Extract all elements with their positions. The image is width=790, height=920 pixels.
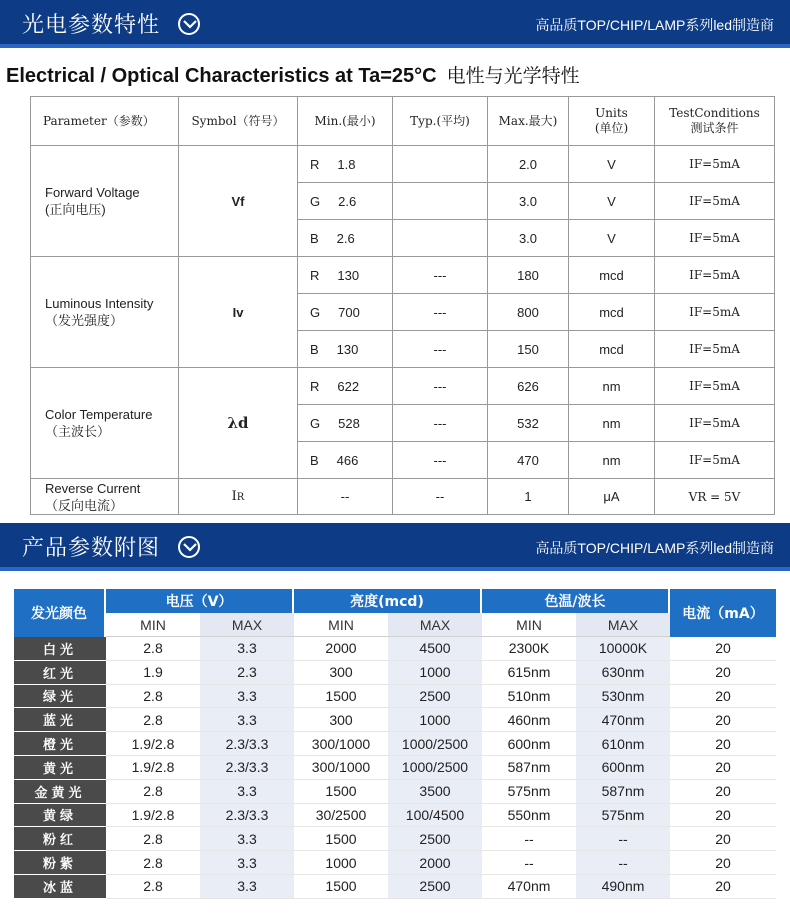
- symbol-cell: λd: [179, 368, 298, 479]
- color-code: R: [310, 378, 320, 394]
- min-value: 1.8: [337, 156, 356, 172]
- typ-cell: ---: [393, 405, 488, 442]
- unit-cell: V: [569, 183, 655, 220]
- wavelength-max-cell: 630nm: [576, 661, 670, 685]
- max-cell: 180: [488, 257, 569, 294]
- color-name-cell: 橙光: [14, 732, 106, 756]
- brightness-min-cell: 1500: [294, 875, 388, 899]
- header-units-en: Units: [595, 106, 628, 120]
- header-voltage-max: MAX: [200, 613, 294, 637]
- condition-cell: IF=5mA: [655, 405, 775, 442]
- wavelength-min-cell: --: [482, 851, 576, 875]
- banner-subtitle: 高品质TOP/CHIP/LAMP系列led制造商: [535, 540, 774, 556]
- header-cond-cn: 测试条件: [690, 121, 739, 135]
- max-cell: 2.0: [488, 146, 569, 183]
- header-cond-en: TestConditions: [669, 106, 760, 120]
- header-color: 发光颜色: [14, 589, 106, 637]
- color-code: G: [310, 193, 321, 209]
- heading-cn: 电性与光学特性: [446, 65, 580, 87]
- voltage-max-cell: 2.3/3.3: [200, 756, 294, 780]
- table-row: [14, 685, 776, 709]
- table-row: [14, 661, 776, 685]
- color-name-cell: 粉紫: [14, 851, 106, 875]
- param-cn: （发光强度）: [45, 313, 124, 328]
- characteristics-table: [30, 96, 775, 515]
- typ-cell: --: [393, 479, 488, 515]
- condition-cell: IF=5mA: [655, 146, 775, 183]
- section-banner-product: [0, 523, 790, 571]
- header-parameter: Parameter（参数）: [31, 97, 179, 146]
- current-cell: 20: [670, 685, 776, 709]
- max-cell: 800: [488, 294, 569, 331]
- wavelength-max-cell: 490nm: [576, 875, 670, 899]
- color-code: R: [310, 156, 320, 172]
- header-min: Min.(最小): [298, 97, 393, 146]
- voltage-max-cell: 3.3: [200, 851, 294, 875]
- table-row: [14, 637, 776, 661]
- param-cn: (正向电压): [45, 202, 106, 217]
- unit-cell: μA: [569, 479, 655, 515]
- voltage-max-cell: 3.3: [200, 875, 294, 899]
- unit-cell: mcd: [569, 294, 655, 331]
- wavelength-max-cell: 10000K: [576, 637, 670, 661]
- max-cell: 3.0: [488, 220, 569, 257]
- voltage-max-cell: 2.3/3.3: [200, 732, 294, 756]
- current-cell: 20: [670, 851, 776, 875]
- max-cell: 150: [488, 331, 569, 368]
- voltage-min-cell: 1.9/2.8: [106, 804, 200, 828]
- param-cn: （主波长）: [45, 424, 111, 439]
- voltage-min-cell: 1.9/2.8: [106, 732, 200, 756]
- brightness-max-cell: 1000/2500: [388, 756, 482, 780]
- typ-cell: ---: [393, 257, 488, 294]
- param-en: Luminous Intensity: [45, 296, 154, 311]
- color-code: B: [310, 230, 319, 246]
- min-value: 700: [338, 304, 360, 320]
- color-code: B: [310, 341, 319, 357]
- wavelength-max-cell: 530nm: [576, 685, 670, 709]
- voltage-max-cell: 2.3/3.3: [200, 804, 294, 828]
- condition-cell: IF=5mA: [655, 368, 775, 405]
- typ-cell: ---: [393, 331, 488, 368]
- voltage-max-cell: 3.3: [200, 637, 294, 661]
- brightness-min-cell: 1000: [294, 851, 388, 875]
- wavelength-min-cell: 460nm: [482, 708, 576, 732]
- param-cell: [31, 146, 179, 257]
- color-code: R: [310, 267, 320, 283]
- header-voltage: 电压（V）: [106, 589, 294, 613]
- param-en: Reverse Current: [45, 480, 141, 496]
- wavelength-min-cell: 615nm: [482, 661, 576, 685]
- brightness-max-cell: 2500: [388, 827, 482, 851]
- symbol-cell: Vf: [179, 146, 298, 257]
- unit-cell: nm: [569, 442, 655, 479]
- min-cell: --: [298, 479, 393, 515]
- voltage-min-cell: 2.8: [106, 875, 200, 899]
- voltage-min-cell: 1.9: [106, 661, 200, 685]
- color-name-cell: 黄光: [14, 756, 106, 780]
- min-value: 130: [337, 267, 360, 283]
- min-cell: [298, 331, 393, 368]
- brightness-min-cell: 300: [294, 708, 388, 732]
- brightness-min-cell: 2000: [294, 637, 388, 661]
- table-row: [14, 851, 776, 875]
- header-wavelength: 色温/波长: [482, 589, 670, 613]
- wavelength-min-cell: 575nm: [482, 780, 576, 804]
- brightness-max-cell: 4500: [388, 637, 482, 661]
- chevron-down-icon[interactable]: [178, 13, 200, 35]
- header-typ: Typ.(平均): [393, 97, 488, 146]
- table-row: [14, 827, 776, 851]
- current-cell: 20: [670, 661, 776, 685]
- voltage-min-cell: 1.9/2.8: [106, 756, 200, 780]
- symbol-cell: Iv: [179, 257, 298, 368]
- table-subheader-row: [14, 613, 776, 637]
- brightness-min-cell: 300/1000: [294, 732, 388, 756]
- min-value: 2.6: [336, 230, 355, 246]
- min-value: 528: [338, 415, 360, 431]
- min-cell: [298, 294, 393, 331]
- brightness-max-cell: 100/4500: [388, 804, 482, 828]
- current-cell: 20: [670, 637, 776, 661]
- header-symbol: Symbol（符号）: [179, 97, 298, 146]
- header-current: 电流（mA）: [670, 589, 776, 637]
- max-cell: 532: [488, 405, 569, 442]
- max-cell: 626: [488, 368, 569, 405]
- condition-cell: IF=5mA: [655, 257, 775, 294]
- color-name-cell: 绿光: [14, 685, 106, 709]
- color-name-cell: 冰蓝: [14, 875, 106, 899]
- param-cn: （反向电流）: [45, 497, 124, 513]
- section-banner-electrical: [0, 0, 790, 48]
- header-wavelength-min: MIN: [482, 613, 576, 637]
- header-conditions: [655, 97, 775, 146]
- current-cell: 20: [670, 804, 776, 828]
- header-brightness-max: MAX: [388, 613, 482, 637]
- header-brightness: 亮度(mcd): [294, 589, 482, 613]
- param-en: Forward Voltage: [45, 185, 140, 200]
- brightness-max-cell: 2500: [388, 685, 482, 709]
- wavelength-max-cell: 470nm: [576, 708, 670, 732]
- current-cell: 20: [670, 732, 776, 756]
- max-cell: 470: [488, 442, 569, 479]
- table-header-row: [31, 97, 775, 146]
- color-name-cell: 金黄光: [14, 780, 106, 804]
- typ-cell: ---: [393, 368, 488, 405]
- current-cell: 20: [670, 780, 776, 804]
- color-code: B: [310, 452, 319, 468]
- unit-cell: nm: [569, 405, 655, 442]
- current-cell: 20: [670, 875, 776, 899]
- typ-cell: ---: [393, 442, 488, 479]
- banner-subtitle: 高品质TOP/CHIP/LAMP系列led制造商: [535, 17, 774, 33]
- section-heading: [6, 61, 580, 88]
- brightness-min-cell: 1500: [294, 685, 388, 709]
- table-row: [14, 780, 776, 804]
- max-cell: 3.0: [488, 183, 569, 220]
- brightness-min-cell: 30/2500: [294, 804, 388, 828]
- wavelength-min-cell: 587nm: [482, 756, 576, 780]
- color-name-cell: 红光: [14, 661, 106, 685]
- voltage-max-cell: 3.3: [200, 827, 294, 851]
- brightness-max-cell: 3500: [388, 780, 482, 804]
- unit-cell: mcd: [569, 257, 655, 294]
- voltage-min-cell: 2.8: [106, 708, 200, 732]
- brightness-max-cell: 2500: [388, 875, 482, 899]
- voltage-min-cell: 2.8: [106, 827, 200, 851]
- min-cell: [298, 405, 393, 442]
- param-cell: [31, 479, 179, 515]
- param-cell: [31, 257, 179, 368]
- condition-cell: IF=5mA: [655, 183, 775, 220]
- voltage-max-cell: 3.3: [200, 780, 294, 804]
- min-cell: [298, 368, 393, 405]
- brightness-max-cell: 1000: [388, 708, 482, 732]
- min-cell: [298, 257, 393, 294]
- voltage-max-cell: 2.3: [200, 661, 294, 685]
- unit-cell: mcd: [569, 331, 655, 368]
- brightness-min-cell: 1500: [294, 780, 388, 804]
- condition-cell: IF=5mA: [655, 294, 775, 331]
- banner-title: 产品参数附图: [22, 536, 161, 561]
- wavelength-min-cell: 2300K: [482, 637, 576, 661]
- min-value: 622: [337, 378, 360, 394]
- voltage-min-cell: 2.8: [106, 685, 200, 709]
- brightness-max-cell: 1000/2500: [388, 732, 482, 756]
- header-voltage-min: MIN: [106, 613, 200, 637]
- wavelength-min-cell: 600nm: [482, 732, 576, 756]
- param-en: Color Temperature: [45, 407, 153, 422]
- brightness-min-cell: 300/1000: [294, 756, 388, 780]
- banner-title: 光电参数特性: [22, 13, 161, 38]
- symbol-subscript: R: [236, 492, 245, 503]
- unit-cell: nm: [569, 368, 655, 405]
- color-name-cell: 白光: [14, 637, 106, 661]
- table-row: [31, 479, 775, 515]
- min-value: 130: [336, 341, 359, 357]
- voltage-min-cell: 2.8: [106, 780, 200, 804]
- unit-cell: V: [569, 220, 655, 257]
- min-cell: [298, 220, 393, 257]
- wavelength-min-cell: 470nm: [482, 875, 576, 899]
- header-units: [569, 97, 655, 146]
- header-wavelength-max: MAX: [576, 613, 670, 637]
- condition-cell: IF=5mA: [655, 331, 775, 368]
- table-header-row: [14, 589, 776, 613]
- table-row: [31, 146, 775, 183]
- color-code: G: [310, 415, 321, 431]
- table-row: [14, 756, 776, 780]
- chevron-down-icon[interactable]: [178, 536, 200, 558]
- voltage-min-cell: 2.8: [106, 851, 200, 875]
- condition-cell: IF=5mA: [655, 442, 775, 479]
- brightness-min-cell: 1500: [294, 827, 388, 851]
- table-row: [14, 875, 776, 899]
- typ-cell: [393, 220, 488, 257]
- wavelength-min-cell: --: [482, 827, 576, 851]
- min-value: 466: [336, 452, 359, 468]
- color-parameter-table: [14, 589, 776, 899]
- max-cell: 1: [488, 479, 569, 515]
- table-row: [31, 368, 775, 405]
- header-units-cn: (单位): [594, 121, 629, 135]
- color-name-cell: 蓝光: [14, 708, 106, 732]
- color-code: G: [310, 304, 321, 320]
- param-cell: [31, 368, 179, 479]
- min-value: 2.6: [338, 193, 357, 209]
- min-cell: [298, 146, 393, 183]
- table-row: [14, 732, 776, 756]
- condition-cell: VR = 5V: [655, 479, 775, 515]
- header-max: Max.最大): [488, 97, 569, 146]
- wavelength-min-cell: 550nm: [482, 804, 576, 828]
- wavelength-min-cell: 510nm: [482, 685, 576, 709]
- wavelength-max-cell: 575nm: [576, 804, 670, 828]
- typ-cell: ---: [393, 294, 488, 331]
- color-name-cell: 粉红: [14, 827, 106, 851]
- condition-cell: IF=5mA: [655, 220, 775, 257]
- voltage-max-cell: 3.3: [200, 685, 294, 709]
- min-cell: [298, 183, 393, 220]
- wavelength-max-cell: 587nm: [576, 780, 670, 804]
- current-cell: 20: [670, 708, 776, 732]
- voltage-max-cell: 3.3: [200, 708, 294, 732]
- current-cell: 20: [670, 756, 776, 780]
- current-cell: 20: [670, 827, 776, 851]
- heading-en: Electrical / Optical Characteristics at Ta=25°C: [6, 65, 437, 87]
- wavelength-max-cell: 610nm: [576, 732, 670, 756]
- min-cell: [298, 442, 393, 479]
- wavelength-max-cell: --: [576, 827, 670, 851]
- table-row: [14, 708, 776, 732]
- typ-cell: [393, 146, 488, 183]
- brightness-max-cell: 1000: [388, 661, 482, 685]
- wavelength-max-cell: 600nm: [576, 756, 670, 780]
- typ-cell: [393, 183, 488, 220]
- unit-cell: V: [569, 146, 655, 183]
- brightness-min-cell: 300: [294, 661, 388, 685]
- symbol-cell: IR: [179, 479, 298, 515]
- voltage-min-cell: 2.8: [106, 637, 200, 661]
- table-row: [14, 804, 776, 828]
- color-name-cell: 黄绿: [14, 804, 106, 828]
- table-row: [31, 257, 775, 294]
- wavelength-max-cell: --: [576, 851, 670, 875]
- brightness-max-cell: 2000: [388, 851, 482, 875]
- header-brightness-min: MIN: [294, 613, 388, 637]
